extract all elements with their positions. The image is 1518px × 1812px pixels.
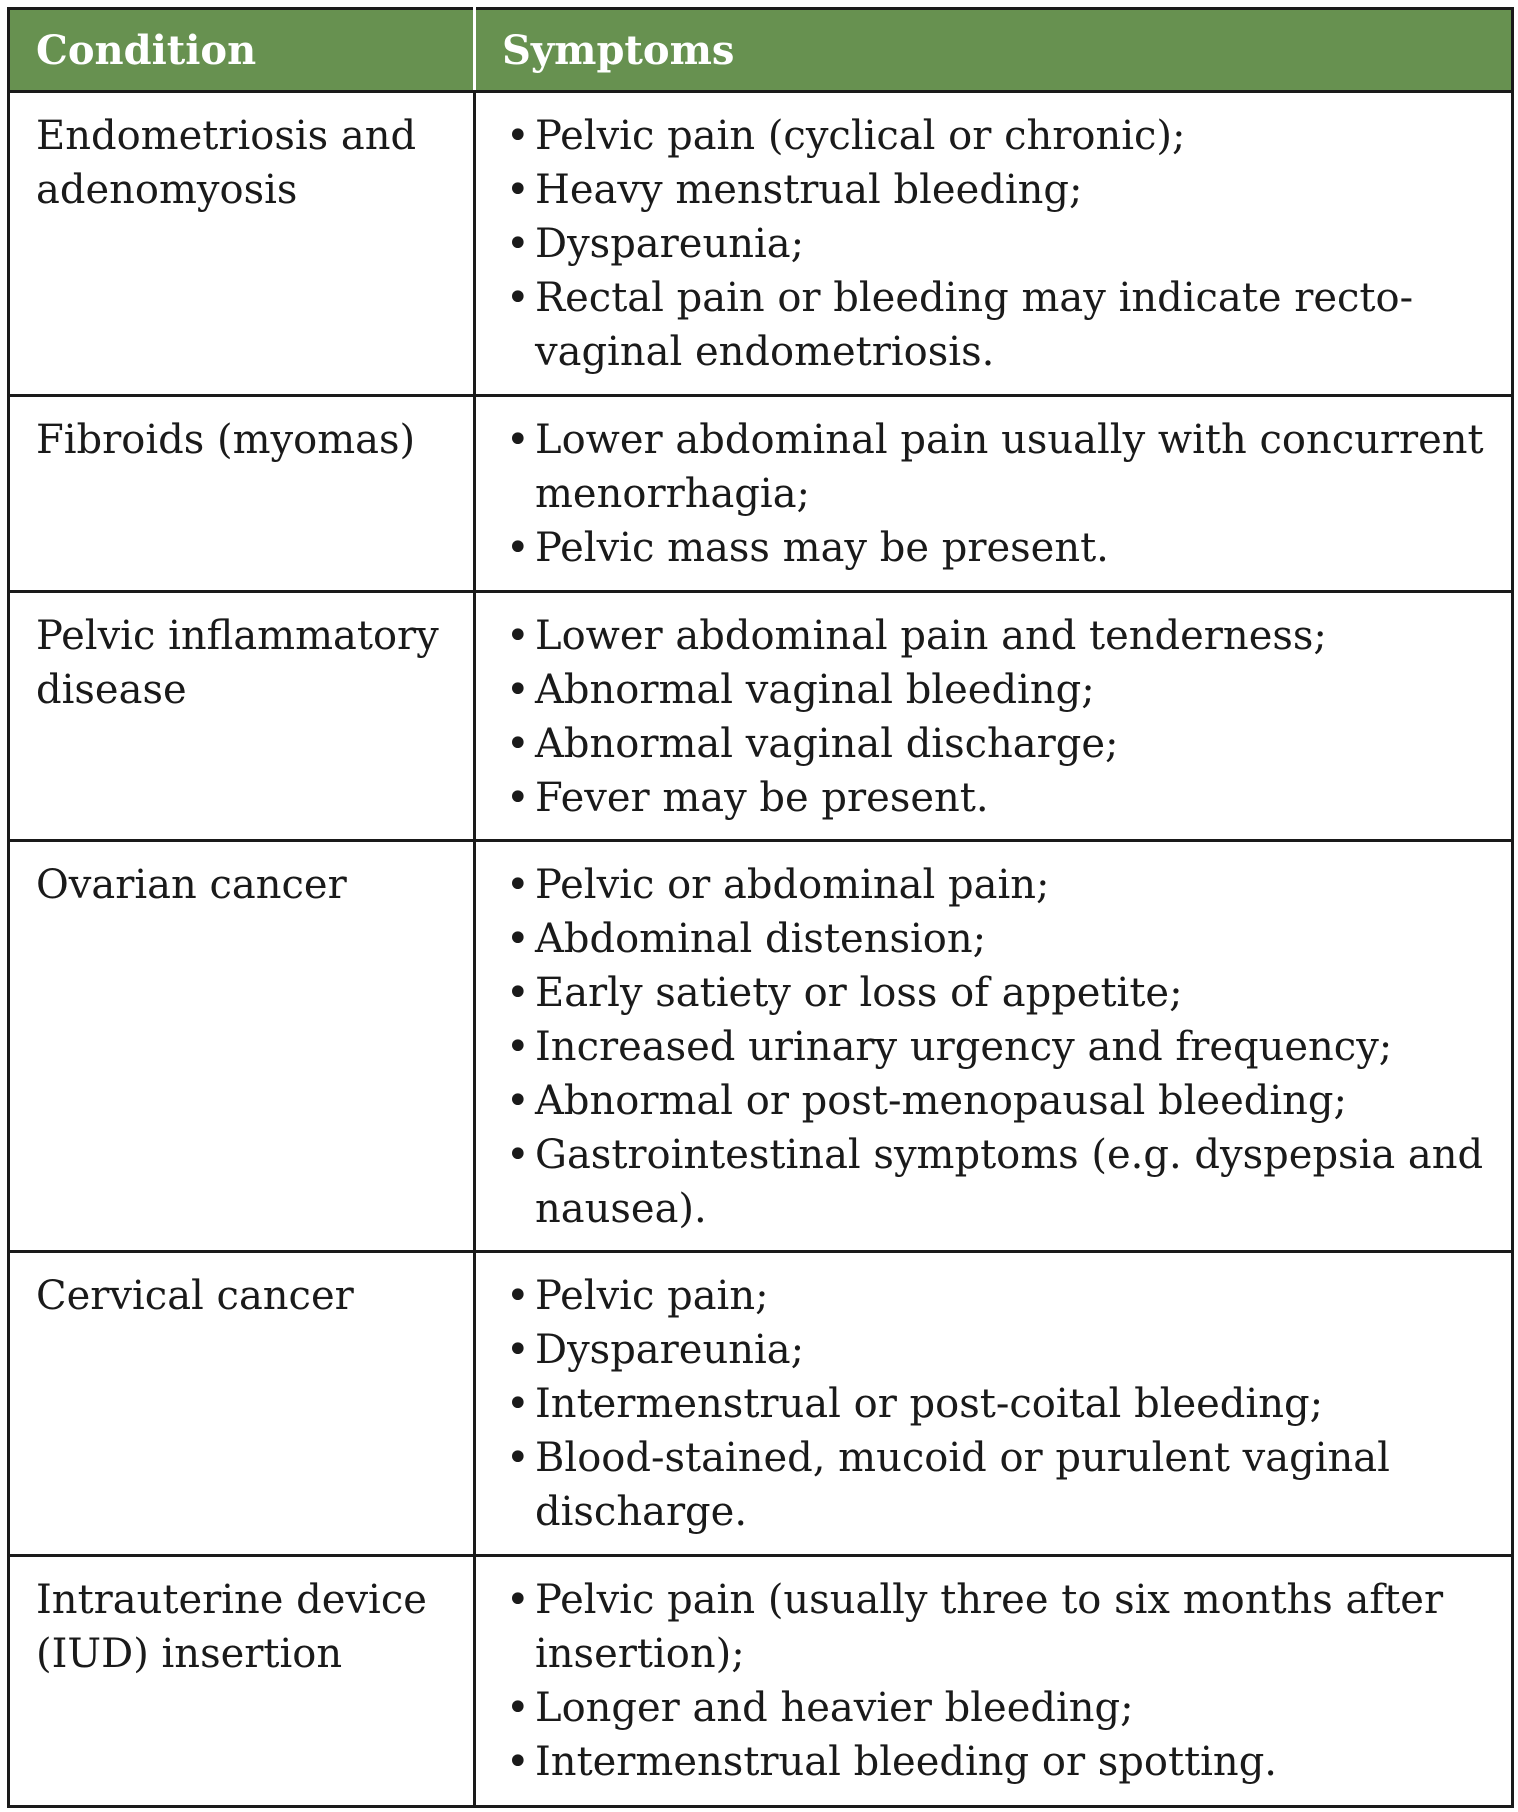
symptoms-cell	[475, 592, 1513, 841]
bullet-icon: •	[506, 1078, 530, 1124]
symptom-text: Rectal pain or bleeding may indicate recto-vaginal endometriosis.	[535, 275, 1414, 375]
bullet-icon: •	[506, 1273, 530, 1319]
symptom-item	[504, 717, 1493, 771]
table-row	[9, 1252, 1513, 1556]
table-row	[9, 396, 1513, 592]
bullet-icon: •	[506, 862, 530, 908]
symptom-item	[504, 271, 1493, 379]
condition-symptoms-table-container	[7, 7, 1511, 1805]
symptom-item	[504, 413, 1493, 521]
symptom-list	[504, 1269, 1493, 1539]
symptom-item	[504, 1681, 1493, 1735]
symptom-list	[504, 109, 1493, 379]
symptom-text: Gastrointestinal symptoms (e.g. dyspepsia and nausea).	[535, 1132, 1484, 1232]
symptom-item	[504, 1128, 1493, 1236]
symptom-item	[504, 771, 1493, 825]
symptom-text: Pelvic pain (cyclical or chronic);	[535, 113, 1186, 159]
symptom-item	[504, 1074, 1493, 1128]
symptoms-cell	[475, 1252, 1513, 1556]
condition-cell: Pelvic inflammatory disease	[9, 592, 475, 841]
symptoms-cell	[475, 396, 1513, 592]
header-symptoms: Symptoms	[475, 9, 1513, 92]
condition-cell: Fibroids (myomas)	[9, 396, 475, 592]
condition-cell: Ovarian cancer	[9, 841, 475, 1252]
symptom-text: Pelvic mass may be present.	[535, 525, 1109, 571]
symptom-text: Abnormal vaginal discharge;	[535, 721, 1119, 767]
symptom-text: Intermenstrual or post-coital bleeding;	[535, 1381, 1324, 1427]
symptom-text: Longer and heavier bleeding;	[535, 1685, 1134, 1731]
symptom-item	[504, 109, 1493, 163]
symptom-item	[504, 912, 1493, 966]
bullet-icon: •	[506, 1685, 530, 1731]
symptom-text: Pelvic pain (usually three to six months after insertion);	[535, 1577, 1444, 1677]
header-row	[9, 9, 1513, 92]
symptom-item	[504, 1431, 1493, 1539]
bullet-icon: •	[506, 613, 530, 659]
bullet-icon: •	[506, 1024, 530, 1070]
symptom-item	[504, 521, 1493, 575]
symptoms-cell	[475, 841, 1513, 1252]
symptoms-cell	[475, 92, 1513, 396]
symptom-text: Dyspareunia;	[535, 221, 805, 267]
bullet-icon: •	[506, 1577, 530, 1623]
symptom-text: Increased urinary urgency and frequency;	[535, 1024, 1393, 1070]
table-header	[9, 9, 1513, 92]
table-row	[9, 92, 1513, 396]
bullet-icon: •	[506, 417, 530, 463]
bullet-icon: •	[506, 1739, 530, 1785]
header-condition: Condition	[9, 9, 475, 92]
bullet-icon: •	[506, 1381, 530, 1427]
symptom-item	[504, 163, 1493, 217]
symptom-item	[504, 1323, 1493, 1377]
symptoms-cell	[475, 1556, 1513, 1807]
symptom-item	[504, 217, 1493, 271]
symptom-text: Abnormal vaginal bleeding;	[535, 667, 1095, 713]
symptom-list	[504, 609, 1493, 825]
symptom-text: Heavy menstrual bleeding;	[535, 167, 1083, 213]
symptom-text: Dyspareunia;	[535, 1327, 805, 1373]
bullet-icon: •	[506, 167, 530, 213]
symptom-text: Lower abdominal pain usually with concurrent menorrhagia;	[535, 417, 1484, 517]
bullet-icon: •	[506, 970, 530, 1016]
symptom-item	[504, 1735, 1493, 1789]
condition-cell: Endometriosis and adenomyosis	[9, 92, 475, 396]
symptom-list	[504, 413, 1493, 575]
bullet-icon: •	[506, 1435, 530, 1481]
bullet-icon: •	[506, 1327, 530, 1373]
bullet-icon: •	[506, 775, 530, 821]
table-row	[9, 841, 1513, 1252]
symptom-text: Blood-stained, mucoid or purulent vaginal discharge.	[535, 1435, 1390, 1535]
bullet-icon: •	[506, 275, 530, 321]
bullet-icon: •	[506, 525, 530, 571]
symptom-item	[504, 858, 1493, 912]
symptom-text: Pelvic or abdominal pain;	[535, 862, 1050, 908]
symptom-text: Abnormal or post-menopausal bleeding;	[535, 1078, 1347, 1124]
bullet-icon: •	[506, 221, 530, 267]
symptom-item	[504, 1377, 1493, 1431]
symptom-text: Intermenstrual bleeding or spotting.	[535, 1739, 1278, 1785]
symptom-item	[504, 663, 1493, 717]
symptom-item	[504, 1269, 1493, 1323]
bullet-icon: •	[506, 1132, 530, 1178]
table-row	[9, 592, 1513, 841]
symptom-text: Lower abdominal pain and tenderness;	[535, 613, 1327, 659]
bullet-icon: •	[506, 667, 530, 713]
symptom-item	[504, 966, 1493, 1020]
bullet-icon: •	[506, 721, 530, 767]
symptom-text: Fever may be present.	[535, 775, 989, 821]
symptom-list	[504, 1573, 1493, 1789]
table-row	[9, 1556, 1513, 1807]
table-body	[9, 92, 1513, 1807]
bullet-icon: •	[506, 113, 530, 159]
condition-symptoms-table	[7, 7, 1514, 1808]
bullet-icon: •	[506, 916, 530, 962]
condition-cell: Intrauterine device (IUD) insertion	[9, 1556, 475, 1807]
symptom-text: Pelvic pain;	[535, 1273, 769, 1319]
condition-cell: Cervical cancer	[9, 1252, 475, 1556]
symptom-item	[504, 1020, 1493, 1074]
symptom-item	[504, 1573, 1493, 1681]
symptom-list	[504, 858, 1493, 1236]
symptom-text: Early satiety or loss of appetite;	[535, 970, 1183, 1016]
symptom-item	[504, 609, 1493, 663]
symptom-text: Abdominal distension;	[535, 916, 987, 962]
